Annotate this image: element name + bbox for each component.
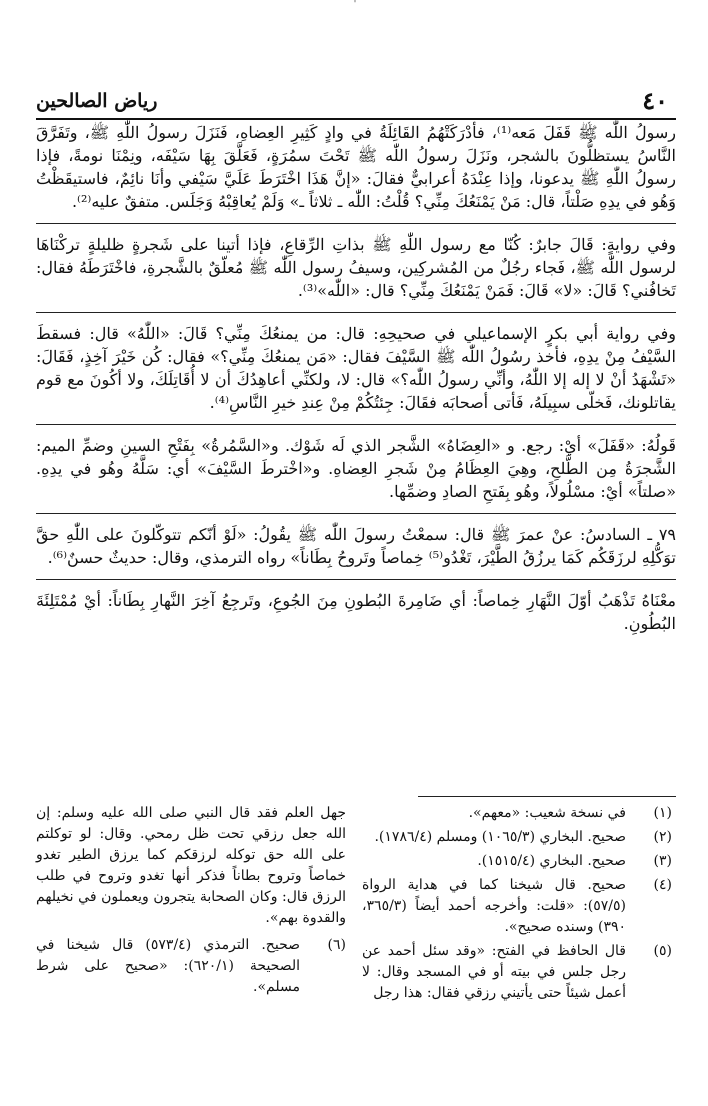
hadith-paragraph: ٧٩ ـ السادسُ: عنْ عمرَ ﷺ قال: سمعْتُ رسولَ اللّٰه ﷺ يقُولُ: «لَوْ أنّكم تتوكّلونَ على اللّٰهِ حقَّ توَكُّلِهِ لرزَقَكُم كَمَا يرزُقُ الطَّيْرَ، تَغْدُو⁽⁵⁾ خِماصاً وتَروحُ بِطَاناً» رواه الترمذي، وقال: حديثٌ حسنٌ⁽⁶⁾. [36,525,676,567]
section-divider [36,424,676,425]
footnote-number: (٦) [327,937,346,953]
footnote [362,851,672,872]
footnote [362,875,672,938]
footnote-number: (٣) [653,853,672,869]
footnote-text: صحيح. قال شيخنا كما في هداية الرواة (٥٧/٥): «قلت: وأخرجه أحمد أيضاً (٣٦٥/٣، ٣٩٠) وسنده صحيح». [362,877,626,935]
top-margin-mark: ' [353,0,357,10]
footnote-number: (١) [653,805,672,821]
footnote-number: (٢) [653,829,672,845]
explanation-paragraph: معْنَاهُ تَذْهَبُ أوّلَ النَّهَارِ خِماصاً: أي ضَامِرةَ البُطونِ مِنَ الجُوعِ، وتَرجِعُ آخِرَ النَّهارِ بِطَاناً: أيْ مُمْتَلِئَةَ البُطُونِ. [36,591,676,633]
footnote [362,803,672,824]
section-divider [36,312,676,313]
header-rule [36,118,676,120]
glossary-paragraph: قَولُهُ: «قَفَلَ» أيْ: رجع. و «العِضَاهُ» الشَّجر الذي لَه شَوْك. و«السَّمُرةُ» بِفَتْحِ السينِ وضمِّ الميم: الشَّجرَةُ مِن الطَّلحِ، وهِيَ العِظَامُ مِنْ شَجرِ العِضاهِ. و«اخْترطَ السَّيْفَ» أي: سَلَّهُ وهُو في يدِهِ. «صلتاً» أيْ: مسْلُولاً، وهُو بِفَتحِ الصادِ وضمِّها. [36,436,677,501]
narration-paragraph: وفي روايةٍ: قَالَ جابرٌ: كُنّا مع رسول اللّٰهِ ﷺ بذاتِ الرِّقاعِ، فإذا أتينا على شَجرةٍ ظليلةٍ تركْنَاهَا لرسول اللّٰه ﷺ، فَجاء رجُلٌ من المُشركِين، وسيفُ رسول اللّٰه ﷺ مُعلّقٌ بالشَّجرةِ، فاخْتَرَطَهُ فقال: تَخافُني؟ قَالَ: «لا» قَالَ: فَمَنْ يَمْنَعُكَ مِنِّي؟ قال: «اللّٰه»⁽³⁾. [36,235,676,300]
footnote-text: في نسخة شعيب: «معهم». [468,805,626,821]
page-number: ٤٠ [642,86,668,115]
hadith-paragraph: رسولُ اللّٰه ﷺ قَفَلَ مَعه⁽¹⁾، فأدْرَكَتْهُمُ القَائِلَةُ في وادٍ كَثِيرِ العِضاهِ، فَنَزَلَ رسولُ اللّٰهِ ﷺ، وتَفَرَّقَ النَّاسُ يستظلُّونَ بالشجر، ونَزَلَ رسولُ اللّٰه ﷺ تَحْتَ سمُرَةٍ، فَعَلَّقَ بِهَا سَيْفَه، ونِمْنَا نومةً، فإذا رسولُ اللّٰهِ ﷺ يدعونا، وإذا عِنْدَهُ أعرابيٌّ فقالَ: «إنَّ هَذَا اخْتَرَطَ عَلَيَّ سَيْفي وأنَا نائِمٌ، فاستيقَظْتُ وَهُو في يدِهِ صَلْتاً، قال: مَنْ يَمْنَعُكَ مِنِّي؟ قُلْتُ: اللّٰه ـ ثلاثاً ـ» وَلَمْ يُعاقِبْهُ وَجَلَس. متفقٌ عليه⁽²⁾. [36,123,677,211]
footnote [362,941,672,1004]
footnotes-left-column [36,803,346,1001]
section-divider [36,579,676,580]
section-divider [36,223,676,224]
footnote [362,827,672,848]
footnote-number: (٤) [653,877,672,893]
main-text [36,121,676,635]
narration-paragraph: وفي رواية أبي بكرٍ الإسماعيلي في صحيحِهِ: قال: من يمنعُكَ مِنِّي؟ قَالَ: «اللّٰهُ» قال: فسقطَ السَّيْفُ مِنْ يدِهِ، فأخذ رسُولُ اللّٰه ﷺ السَّيْفَ فقال: «مَن يمنعُكَ مِنِّي؟» فقال: كُن خَيْرَ آخِذٍ، فَقَالَ: «تَشْهَدُ أنْ لا إله إلا اللّٰهُ، وأنِّي رسولُ اللّٰه؟» قال: لا، ولكنِّي أعاهِدُكَ أن لا أُقَاتِلَكَ، ولا أكُونَ مع قوم يقاتلونك، فَخلّى سبِيلَهُ، فَأتى أصحابَه فقَالَ: جِئتُكُمْ مِنْ عِندِ خيرِ النَّاسِ⁽⁴⁾. [36,324,677,412]
footnote-number: (٥) [653,943,672,959]
footnote-text: صحيح. البخاري (١٠٦٥/٣) ومسلم (١٧٨٦/٤). [374,829,626,845]
footnote-continuation: جهل العلم فقد قال النبي صلى الله عليه وسلم: إن الله جعل رزقي تحت ظل رمحي. وقال: لو توكلتم على الله حق توكله لرزقكم كما يرزق الطير تغدو خماصاً وتروح بطاناً فذكر أنها تغدو وتروح في طلب الرزق قال: وكان الصحابة يتجرون ويعملون في نخيلهم والقدوة بهم». [36,805,346,926]
footnotes-right-column [362,803,672,1007]
footnote-text: صحيح. الترمذي (٥٧٣/٤) قال شيخنا في الصحيحة (٦٢٠/١): «صحيح على شرط مسلم». [36,937,301,995]
footnote-text: قال الحافظ في الفتح: «وقد سئل أحمد عن رجل جلس في بيته أو في المسجد وقال: لا أعمل شيئاً حتى يأتيني رزقي فقال: هذا رجل [362,943,626,1001]
running-header [36,86,676,116]
footnote [36,935,346,998]
book-title: رياض الصالحين [36,90,158,112]
footnote-rule [418,796,676,797]
footnote-text: صحيح. البخاري (١٥١٥/٤). [477,853,626,869]
section-divider [36,513,676,514]
